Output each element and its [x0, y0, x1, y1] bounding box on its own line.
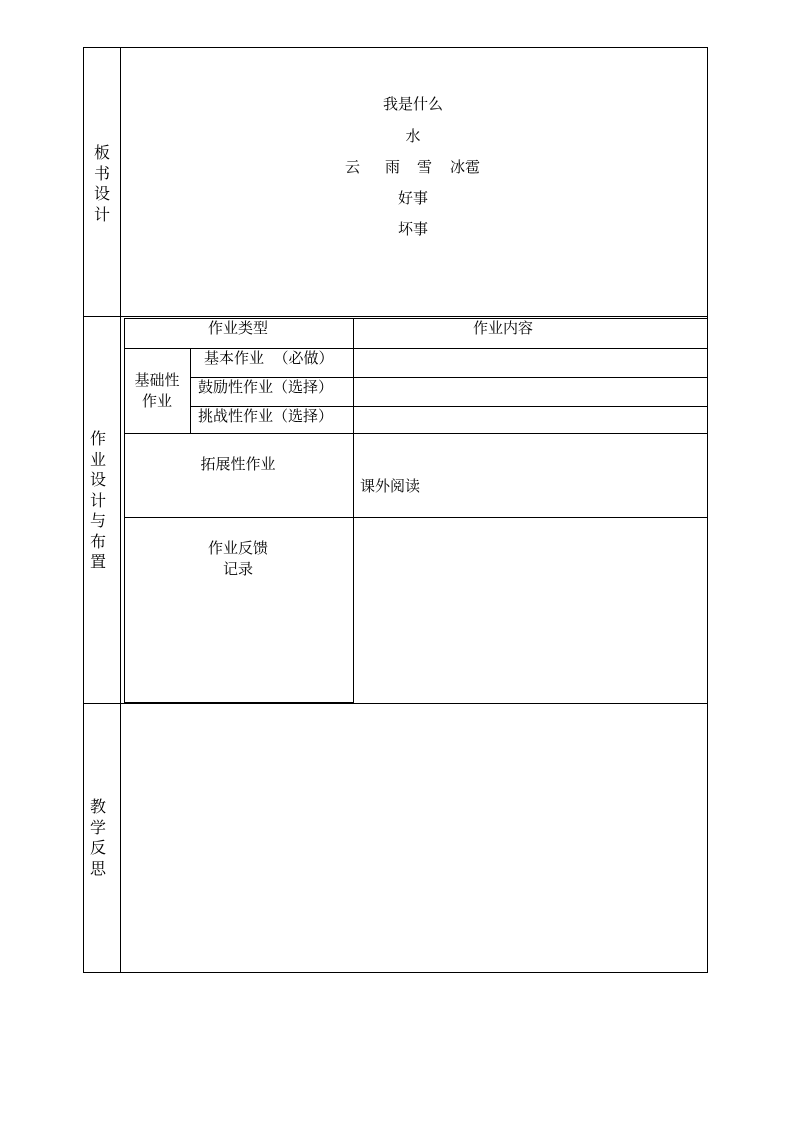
inner-table-bottom-border — [124, 702, 354, 703]
label-char: 反 — [89, 838, 106, 857]
label-char: 计 — [89, 490, 106, 510]
label-char: 设 — [89, 470, 106, 489]
label-column-divider — [120, 47, 121, 973]
label-char: 与 — [89, 511, 106, 530]
challenging-optional-label: 挑战性作业（选择） — [198, 407, 334, 425]
board-bad: 坏事 — [397, 220, 429, 238]
header-homework-type: 作业类型 — [207, 319, 269, 337]
homework-label — [80, 429, 116, 573]
extended-homework-content: 课外阅读 — [360, 477, 421, 495]
basic-section-bottom — [124, 433, 708, 434]
label-char: 置 — [89, 552, 106, 571]
basic-group-divider — [190, 348, 191, 433]
section-divider-1 — [83, 316, 708, 317]
label-char: 板 — [93, 143, 110, 162]
basic-group-label-line2: 作业 — [141, 392, 173, 410]
label-char: 设 — [93, 184, 110, 203]
outer-bottom-border — [83, 972, 708, 973]
board-design-label — [84, 143, 120, 225]
board-title: 我是什么 — [382, 95, 444, 113]
feedback-label-line2: 记录 — [222, 560, 254, 578]
basic-required-label: 基本作业 （必做） — [204, 349, 334, 367]
label-char: 业 — [89, 449, 106, 469]
section-divider-2 — [83, 703, 708, 704]
label-char: 布 — [89, 531, 106, 551]
board-good: 好事 — [397, 189, 429, 207]
board-hail: 冰雹 — [450, 158, 481, 176]
board-water: 水 — [405, 127, 421, 145]
label-char: 作 — [89, 429, 106, 448]
extended-section-bottom — [124, 517, 708, 518]
label-char: 教 — [89, 797, 106, 816]
board-rain: 雨 — [385, 158, 401, 176]
inner-table-left-border — [124, 318, 125, 703]
board-snow: 雪 — [417, 158, 433, 176]
header-homework-content: 作业内容 — [472, 319, 534, 337]
encouraging-optional-label: 鼓励性作业（选择） — [198, 378, 334, 396]
label-char: 学 — [89, 817, 106, 837]
label-char: 书 — [93, 163, 110, 183]
board-cloud: 云 — [345, 158, 361, 176]
outer-top-border — [83, 47, 708, 48]
feedback-label-line1: 作业反馈 — [207, 539, 269, 557]
label-char: 计 — [93, 204, 110, 224]
extended-homework-label: 拓展性作业 — [200, 455, 276, 473]
basic-group-label-line1: 基础性 — [134, 371, 180, 389]
outer-right-border — [707, 47, 708, 973]
label-char: 思 — [89, 858, 106, 878]
type-content-divider — [353, 318, 354, 703]
reflection-label — [80, 797, 116, 879]
